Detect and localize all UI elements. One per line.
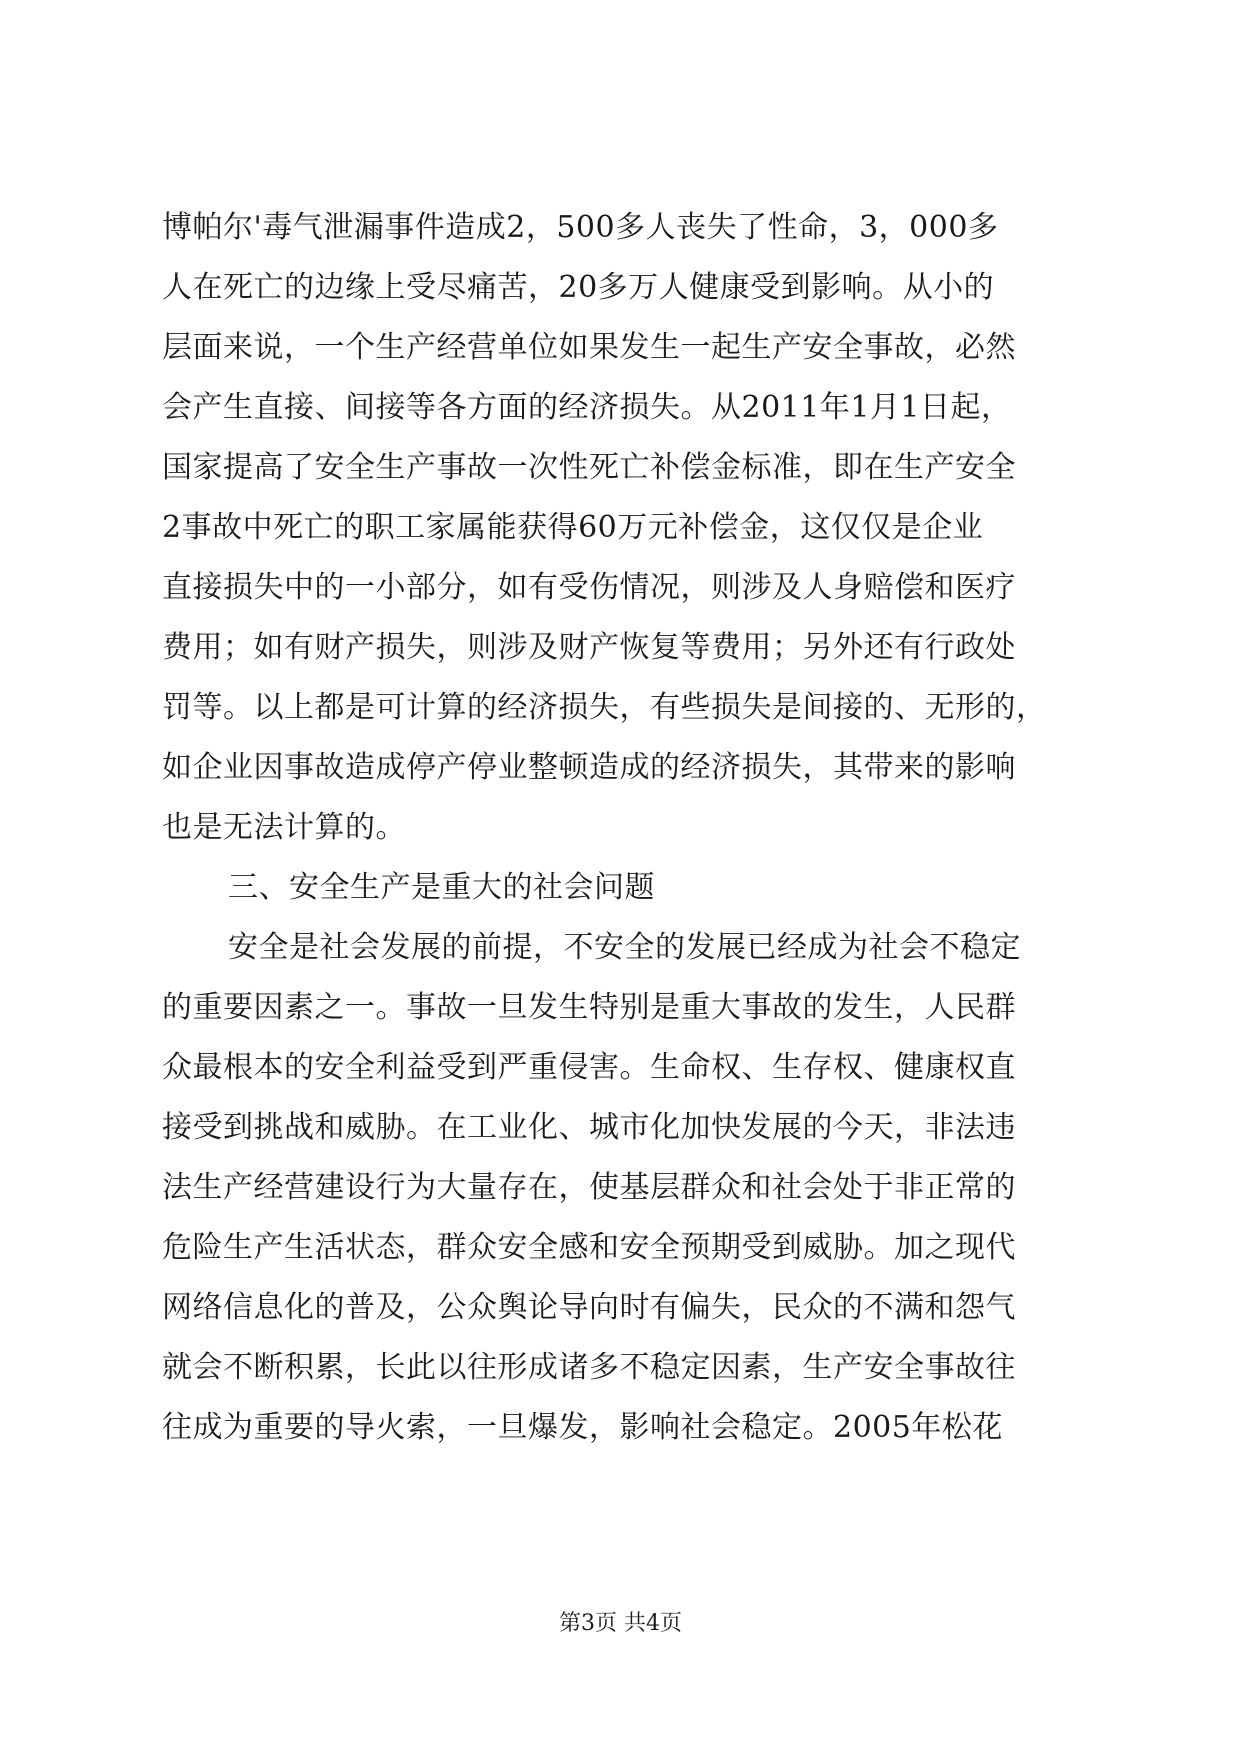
paragraph-line: 安全是社会发展的前提，不安全的发展已经成为社会不稳定 [228,930,1021,965]
paragraph-line: 如企业因事故造成停产停业整顿造成的经济损失，其带来的影响 [162,750,1016,785]
paragraph-line: 人在死亡的边缘上受尽痛苦，20多万人健康受到影响。从小的 [162,270,995,305]
paragraph-line: 罚等。以上都是可计算的经济损失，有些损失是间接的、无形的， [162,690,1047,725]
paragraph-line: 往成为重要的导火索，一旦爆发，影响社会稳定。2005年松花 [162,1410,1003,1445]
paragraph-line: 法生产经营建设行为大量存在，使基层群众和社会处于非正常的 [162,1170,1016,1205]
paragraph-line: 网络信息化的普及，公众舆论导向时有偏失，民众的不满和怨气 [162,1290,1016,1325]
paragraph-line: 的重要因素之一。事故一旦发生特别是重大事故的发生，人民群 [162,990,1016,1025]
section-heading: 三、安全生产是重大的社会问题 [228,870,655,905]
page-number-footer: 第3页 共4页 [559,1611,682,1636]
paragraph-line: 会产生直接、间接等各方面的经济损失。从2011年1月1日起， [162,390,1012,425]
paragraph-line: 直接损失中的一小部分，如有受伤情况，则涉及人身赔偿和医疗 [162,570,1016,605]
paragraph-line: 层面来说，一个生产经营单位如果发生一起生产安全事故，必然 [162,330,1016,365]
paragraph-line: 危险生产生活状态，群众安全感和安全预期受到威胁。加之现代 [162,1230,1016,1265]
paragraph-line: 2事故中死亡的职工家属能获得60万元补偿金，这仅仅是企业 [162,510,984,545]
paragraph-line: 国家提高了安全生产事故一次性死亡补偿金标准，即在生产安全 [162,450,1016,485]
paragraph-line: 也是无法计算的。 [162,810,406,845]
paragraph-line: 费用；如有财产损失，则涉及财产恢复等费用；另外还有行政处 [162,630,1016,665]
paragraph-line: 就会不断积累，长此以往形成诸多不稳定因素，生产安全事故往 [162,1350,1016,1385]
paragraph-line: 众最根本的安全利益受到严重侵害。生命权、生存权、健康权直 [162,1050,1016,1085]
paragraph-line: 博帕尔'毒气泄漏事件造成2，500多人丧失了性命，3，000多 [162,210,999,245]
paragraph-line: 接受到挑战和威胁。在工业化、城市化加快发展的今天，非法违 [162,1110,1016,1145]
